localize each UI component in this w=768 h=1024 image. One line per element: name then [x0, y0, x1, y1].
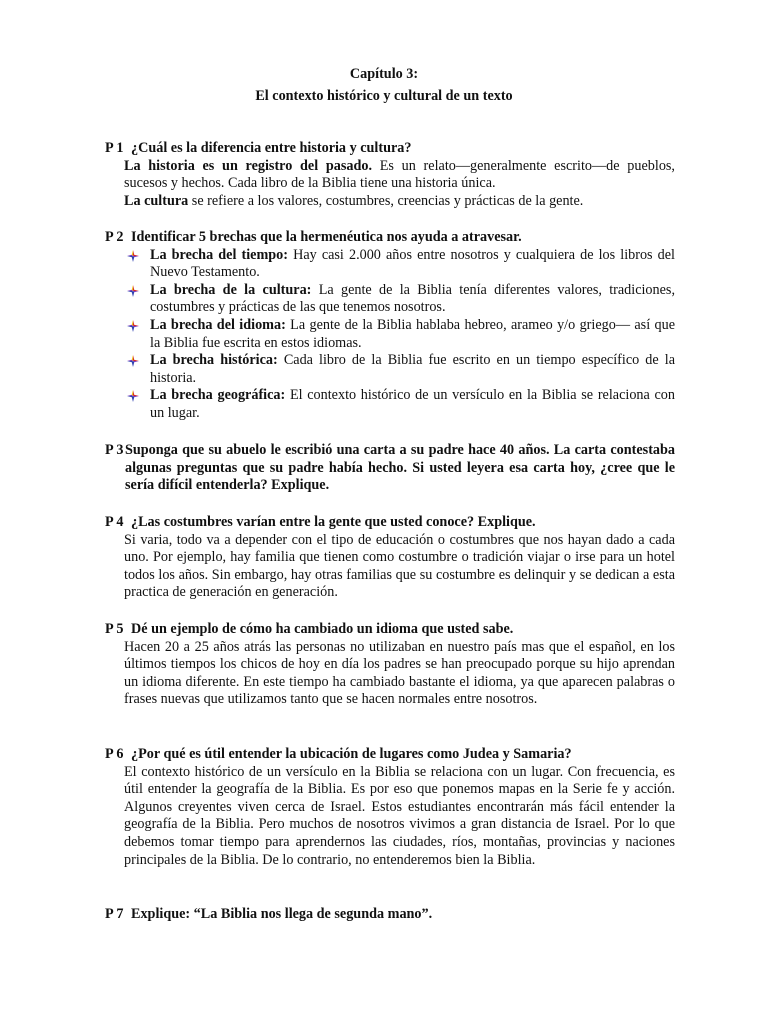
question-2	[105, 229, 675, 423]
question-5	[105, 621, 675, 709]
question-6	[105, 746, 675, 869]
question-4-heading	[105, 514, 675, 532]
question-text: ¿Por qué es útil entender la ubicación de lugares como Judea y Samaria?	[131, 746, 572, 762]
gap-description: El contexto histórico de un versículo en la Biblia se relaciona con un lugar.	[150, 387, 675, 421]
question-text: ¿Cuál es la diferencia entre historia y cultura?	[131, 140, 412, 156]
gap-description: La gente de la Biblia tenía diferentes valores, tradiciones, costumbres y prácticas de las que tenemos nosotros.	[150, 281, 675, 316]
question-number: P 4	[105, 514, 124, 530]
question-5-heading	[105, 621, 675, 639]
gap-title: La brecha del tiempo:	[150, 246, 288, 263]
question-text: Explique: “La Biblia nos llega de segunda mano”.	[131, 906, 433, 922]
question-4	[105, 514, 675, 602]
list-item	[124, 282, 675, 317]
question-number: P 3	[105, 442, 124, 458]
question-7	[105, 906, 675, 924]
chapter-number: Capítulo 3:	[349, 66, 419, 82]
gap-title: La brecha de la cultura:	[150, 281, 312, 298]
question-3-heading	[105, 442, 675, 495]
answer-bold-term: La historia es un registro del pasado.	[124, 157, 373, 174]
question-number: P 7	[105, 906, 124, 922]
question-text: ¿Las costumbres varían entre la gente que usted conoce? Explique.	[131, 514, 536, 530]
answer-bold-term: La cultura	[124, 192, 189, 209]
question-3	[105, 442, 675, 495]
gap-list	[105, 247, 675, 423]
four-point-star-icon	[124, 282, 150, 300]
answer-6: El contexto histórico de un versículo en la Biblia se relaciona con un lugar. Con frecuencia, es útil entender la geografía de la Biblia. Es por eso que ponemos mapas en la Serie fe y acción. Algunos creyentes viven cerca de Israel. Estos estudiantes encontrarán más fácil entender la geografía de la Biblia. Pero muchos de nosotros vivimos a gran distancia de Israel. Por lo que debemos tomar tiempo para aprendernos las ciudades, ríos, montañas, provincias y naciones principales de la Biblia. De lo contrario, no entenderemos bien la Biblia.	[124, 763, 675, 868]
list-item	[124, 387, 675, 422]
gap-title: La brecha geográfica:	[150, 387, 286, 404]
question-7-heading	[105, 906, 675, 924]
four-point-star-icon	[124, 352, 150, 370]
question-number: P 1	[105, 140, 124, 156]
answer-text: Es un relato—generalmente escrito—de pueblos, sucesos y hechos. Cada libro de la Biblia tiene una historia única.	[124, 157, 675, 192]
question-1-heading	[105, 140, 675, 158]
gap-description: La gente de la Biblia hablaba hebreo, arameo y/o griego— así que la Biblia fue escrita en estos idiomas.	[150, 316, 675, 351]
question-number: P 5	[105, 621, 124, 637]
question-6-heading	[105, 746, 675, 764]
answer-1-culture	[124, 193, 675, 211]
gap-description: Hay casi 2.000 años entre nosotros y cualquiera de los libros del Nuevo Testamento.	[150, 246, 675, 281]
list-item	[124, 247, 675, 282]
question-1	[105, 140, 675, 210]
question-text: Identificar 5 brechas que la hermenéutica nos ayuda a atravesar.	[131, 229, 522, 245]
question-number: P 2	[105, 229, 124, 245]
answer-text: se refiere a los valores, costumbres, creencias y prácticas de la gente.	[188, 192, 584, 209]
four-point-star-icon	[124, 387, 150, 405]
answer-1-history	[124, 158, 675, 193]
chapter-subtitle: El contexto histórico y cultural de un texto	[255, 88, 513, 104]
list-item	[124, 352, 675, 387]
question-text: Suponga que su abuelo le escribió una carta a su padre hace 40 años. La carta contestaba algunas preguntas que su padre había hecho. Si usted leyera esa carta hoy, ¿cree que le sería difícil entenderla? Explique.	[125, 442, 675, 494]
list-item	[124, 317, 675, 352]
answer-4: Si varia, todo va a depender con el tipo de educación o costumbres que nos hayan dado a cada uno. Por ejemplo, hay familia que tienen como costumbre o tradición viajar o irse para un hotel todos los años. Sin embargo, hay otras familias que su costumbre es delinquir y se dedican a esta practica de generación en generación.	[124, 531, 675, 601]
question-2-heading	[105, 229, 675, 247]
four-point-star-icon	[124, 247, 150, 265]
question-text: Dé un ejemplo de cómo ha cambiado un idioma que usted sabe.	[131, 621, 514, 637]
gap-title: La brecha del idioma:	[150, 316, 286, 333]
gap-description: Cada libro de la Biblia fue escrito en un tiempo específico de la historia.	[150, 352, 676, 386]
four-point-star-icon	[124, 317, 150, 335]
question-number: P 6	[105, 746, 124, 762]
answer-5: Hacen 20 a 25 años atrás las personas no utilizaban en nuestro país mas que el español, en los últimos tiempos los chicos de hoy en día los padres se han preocupado porque su hijo aprendan un idioma diferente. En este tiempo ha cambiado bastante el idioma, ya que aparecen palabras o frases nuevas que utilizamos tanto que se hacen normales entre nosotros.	[124, 638, 675, 708]
gap-title: La brecha histórica:	[150, 352, 278, 369]
